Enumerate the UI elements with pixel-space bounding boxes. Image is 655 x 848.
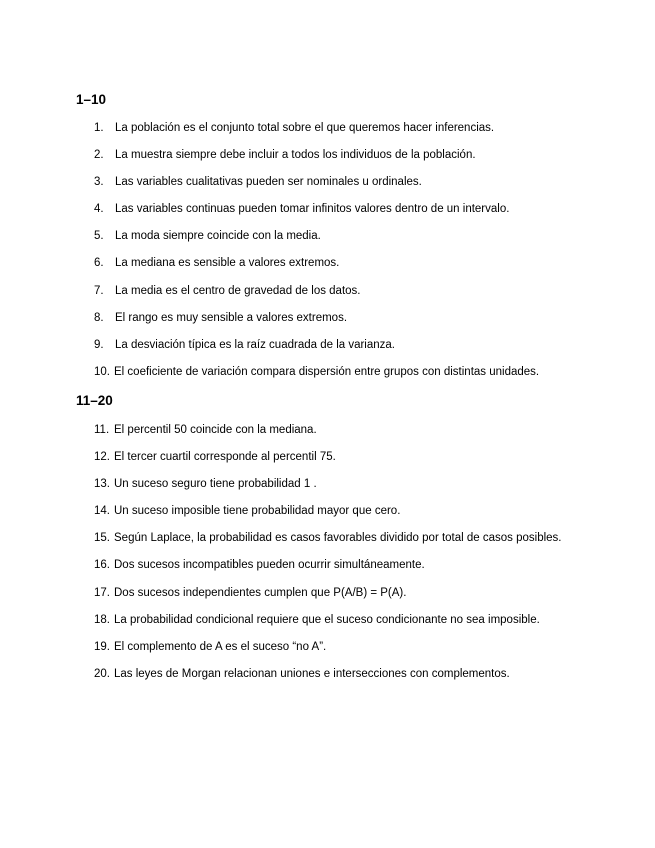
item-text: Un suceso seguro tiene probabilidad 1 . — [114, 478, 317, 491]
item-number: 7. — [94, 284, 104, 297]
item-text: El coeficiente de variación compara dispersión entre grupos con distintas unidades. — [114, 365, 540, 378]
item-text: El percentil 50 coincide con la mediana. — [114, 424, 317, 436]
list-item — [94, 666, 634, 693]
item-number: 10. — [94, 365, 110, 378]
list-item — [94, 476, 634, 503]
question-list-1-10 — [94, 120, 634, 391]
item-text: Las leyes de Morgan relacionan uniones e intersecciones con complementos. — [114, 667, 510, 680]
list-item — [94, 585, 634, 612]
item-number: 13. — [94, 478, 110, 491]
section-heading-11-20: 11–20 — [76, 393, 113, 408]
item-number: 12. — [94, 451, 110, 464]
item-number: 8. — [94, 311, 104, 324]
list-item — [94, 283, 634, 310]
item-text: El complemento de A es el suceso “no A”. — [114, 640, 327, 653]
item-number: 14. — [94, 505, 110, 518]
item-text: El tercer cuartil corresponde al percentil 75. — [114, 451, 336, 464]
list-item — [94, 310, 634, 337]
list-item — [94, 174, 634, 201]
item-text: Un suceso imposible tiene probabilidad mayor que cero. — [114, 505, 401, 518]
item-text: La media es el centro de gravedad de los datos. — [115, 284, 361, 297]
item-number: 17. — [94, 586, 110, 599]
list-item — [94, 503, 634, 530]
item-number: 4. — [94, 203, 104, 216]
item-number: 11. — [94, 424, 110, 436]
item-text: Las variables cualitativas pueden ser nominales u ordinales. — [115, 176, 422, 189]
item-number: 2. — [94, 149, 104, 162]
list-item — [94, 364, 634, 391]
list-item — [94, 228, 634, 255]
item-text: La moda siempre coincide con la media. — [115, 230, 321, 243]
list-item — [94, 255, 634, 282]
item-text: El rango es muy sensible a valores extremos. — [115, 311, 348, 324]
item-text: La población es el conjunto total sobre el que queremos hacer inferencias. — [115, 122, 495, 134]
item-number: 5. — [94, 230, 104, 243]
item-text: Dos sucesos incompatibles pueden ocurrir simultáneamente. — [114, 559, 425, 572]
list-item — [94, 557, 634, 584]
item-number: 15. — [94, 532, 110, 545]
item-number: 6. — [94, 257, 104, 270]
item-text: La mediana es sensible a valores extremos. — [115, 257, 340, 270]
item-number: 3. — [94, 176, 104, 189]
item-number: 1. — [94, 122, 104, 134]
list-item — [94, 612, 634, 639]
list-item — [94, 201, 634, 228]
list-item — [94, 120, 634, 147]
list-item — [94, 530, 634, 557]
list-item — [94, 147, 634, 174]
list-item — [94, 639, 634, 666]
section-heading-1-10: 1–10 — [76, 92, 107, 107]
item-text: La desviación típica es la raíz cuadrada de la varianza. — [115, 338, 395, 351]
item-text: Dos sucesos independientes cumplen que P(A/B) = P(A). — [114, 586, 407, 599]
item-text: La muestra siempre debe incluir a todos los individuos de la población. — [115, 149, 476, 162]
question-list-11-20 — [94, 422, 634, 693]
item-number: 18. — [94, 613, 110, 626]
item-number: 16. — [94, 559, 110, 572]
item-number: 20. — [94, 667, 110, 680]
item-text: Según Laplace, la probabilidad es casos favorables dividido por total de casos posibles. — [114, 532, 562, 545]
list-item — [94, 337, 634, 364]
item-number: 9. — [94, 338, 104, 351]
item-number: 19. — [94, 640, 110, 653]
list-item — [94, 449, 634, 476]
list-item — [94, 422, 634, 449]
item-text: Las variables continuas pueden tomar infinitos valores dentro de un intervalo. — [115, 203, 510, 216]
item-text: La probabilidad condicional requiere que el suceso condicionante no sea imposible. — [114, 613, 540, 626]
